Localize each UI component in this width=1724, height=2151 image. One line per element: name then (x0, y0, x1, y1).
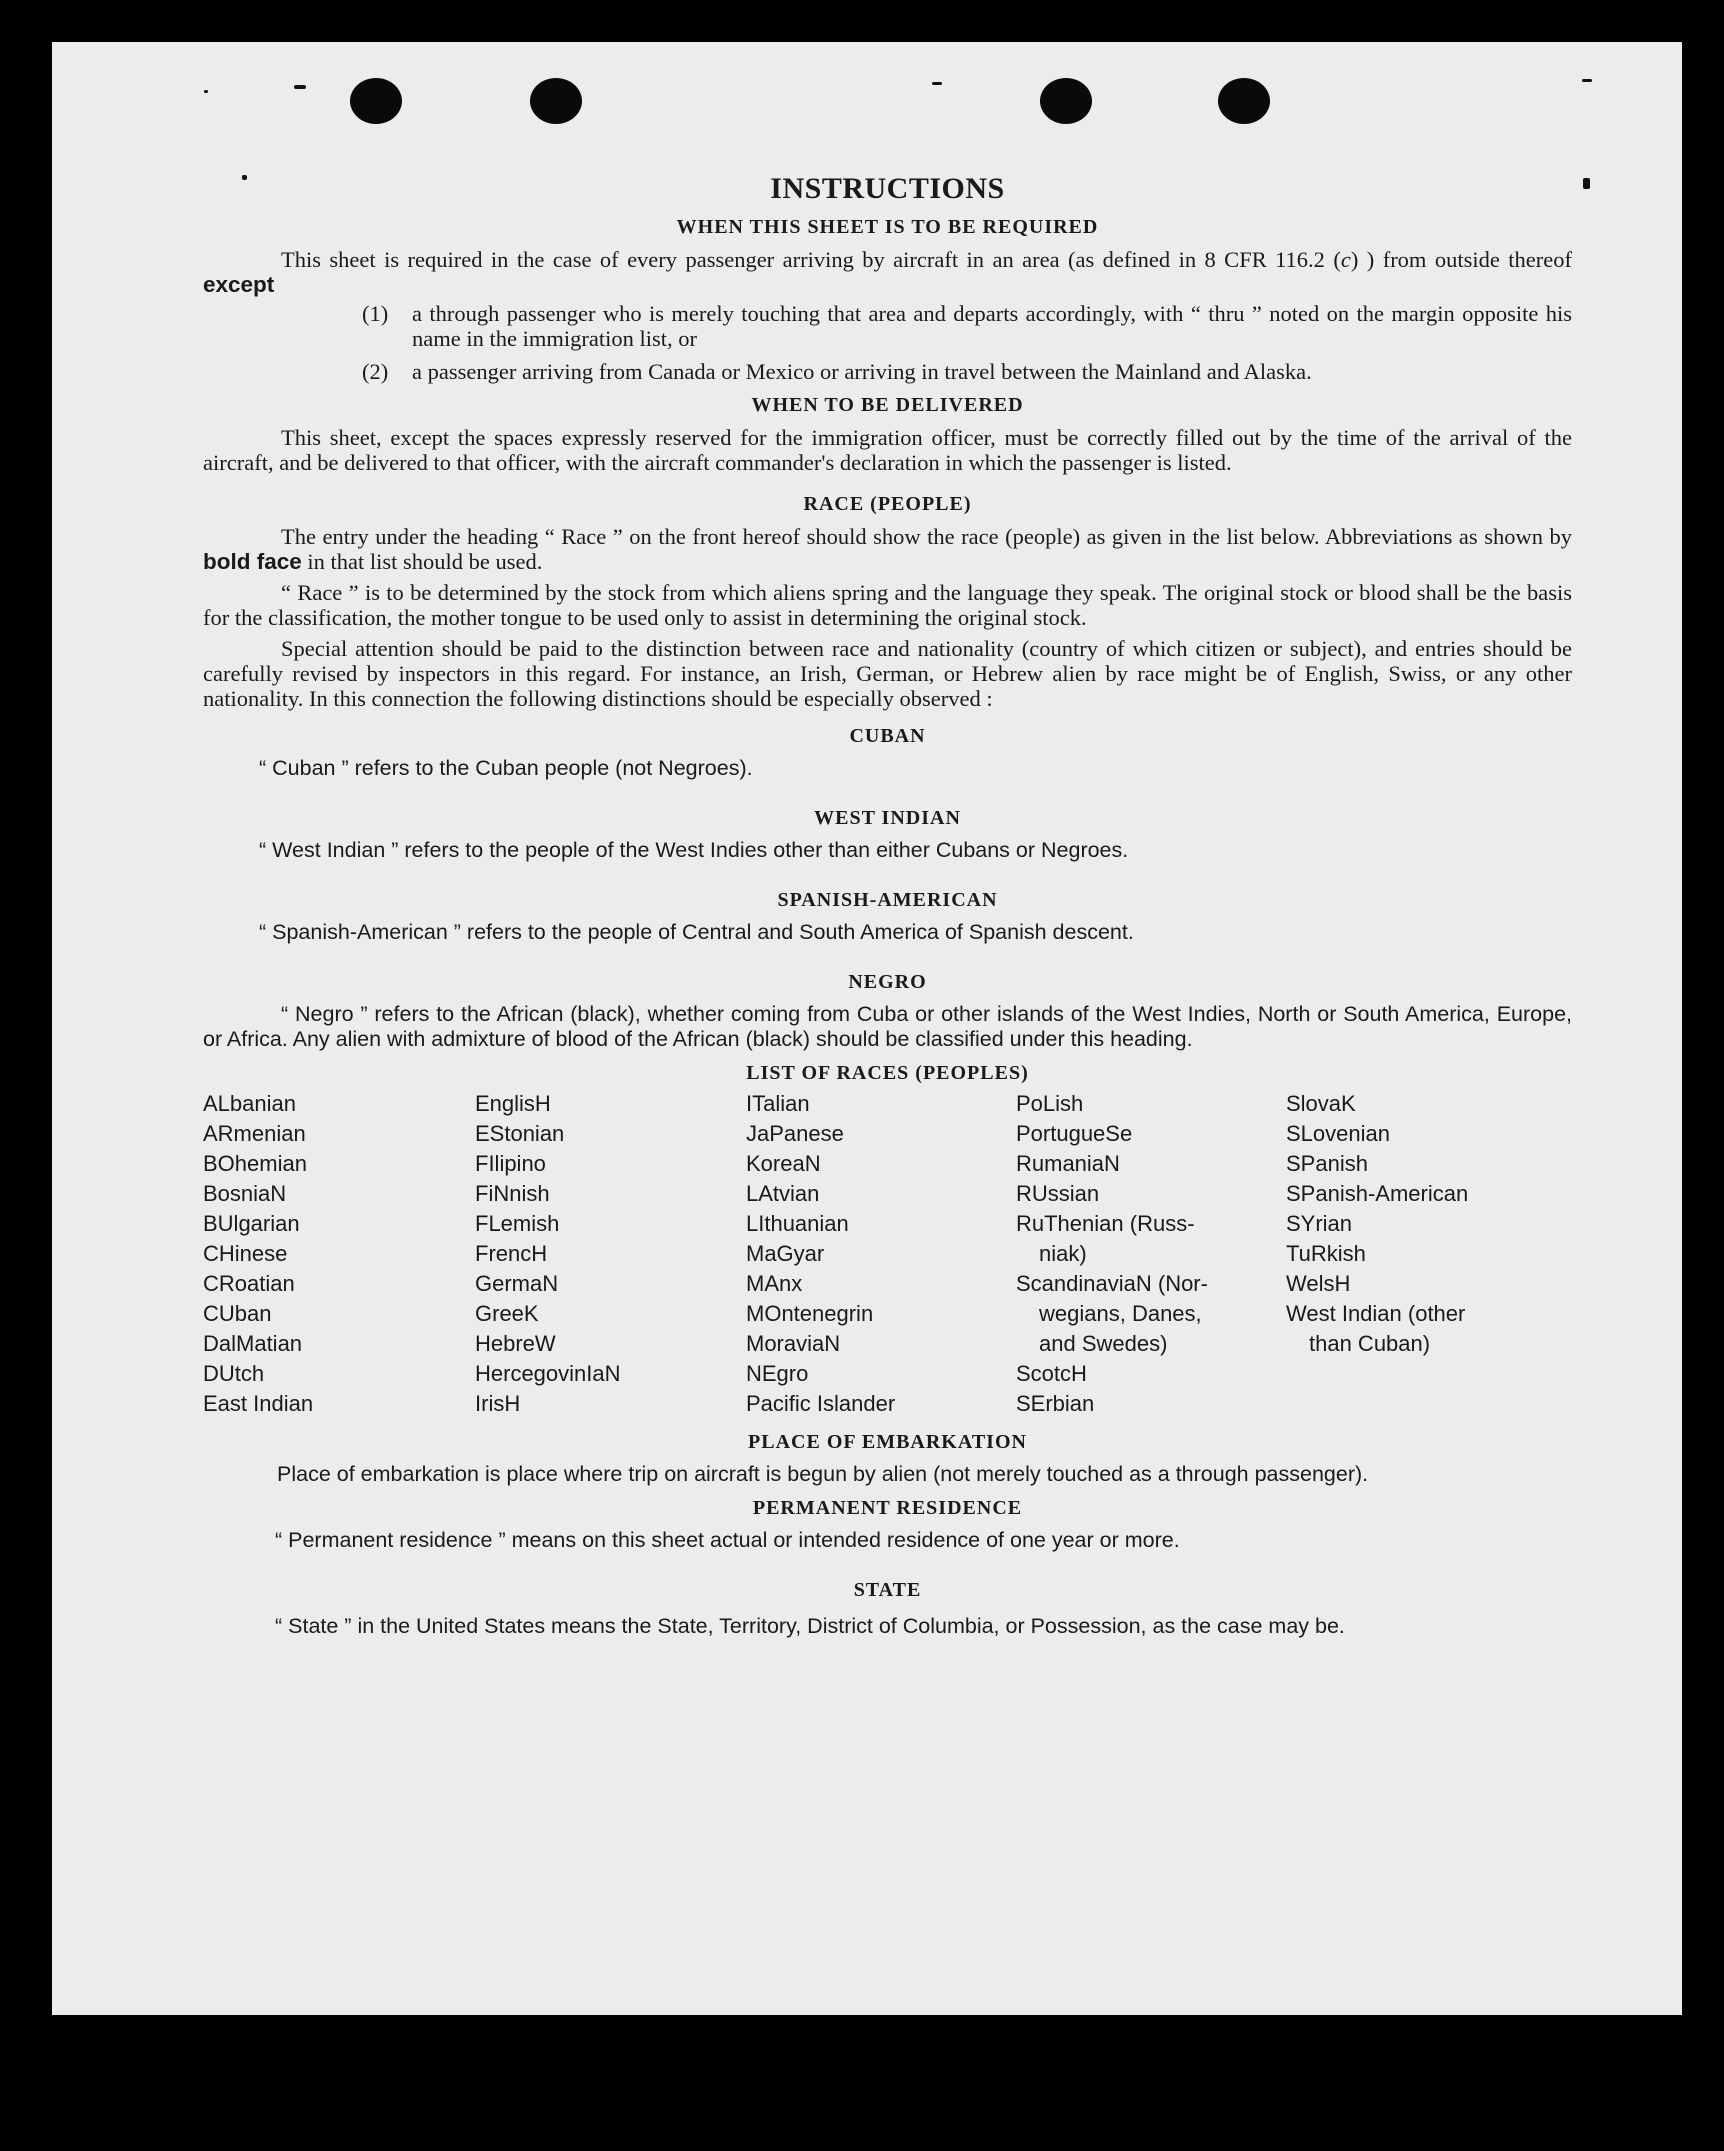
races-list (203, 1089, 1572, 1419)
races-column-1 (203, 1089, 475, 1419)
race-entry-continued: niak) (1039, 1241, 1087, 1266)
heading-cuban: CUBAN (849, 725, 926, 747)
race-entry: NEgro (746, 1361, 809, 1386)
race-entry: PoLish (1016, 1091, 1084, 1116)
race-entry: RumaniaN (1016, 1151, 1120, 1176)
document-page (52, 42, 1682, 2015)
race-entry: BUlgarian (203, 1211, 300, 1236)
race-entry: LIthuanian (746, 1211, 849, 1236)
intro-bold: except (203, 272, 275, 297)
exception-item-1 (362, 301, 1572, 351)
race-paragraph-1 (203, 524, 1572, 574)
race-entry: MOntenegrin (746, 1301, 874, 1326)
race-entry-continued: and Swedes) (1039, 1331, 1168, 1356)
speck-mark (1582, 79, 1592, 82)
heading-west-indian: WEST INDIAN (814, 807, 961, 829)
race-entry: PortugueSe (1016, 1121, 1133, 1146)
race-entry: RuThenian (Russ- (1016, 1211, 1195, 1236)
when-required-intro (203, 247, 1572, 297)
race-entry: BOhemian (203, 1151, 307, 1176)
race-entry: KoreaN (746, 1151, 821, 1176)
race-paragraph-2: “ Race ” is to be determined by the stock from which aliens spring and the language they speak. The original stock or blood shall be the basis for the classification, the mother tongue to be used only to assist in determining the original stock. (203, 580, 1572, 630)
exception-item-2 (362, 359, 1572, 384)
heading-state: STATE (853, 1579, 922, 1601)
heading-list-of-races: LIST OF RACES (PEOPLES) (746, 1062, 1029, 1084)
races-column-3 (746, 1089, 1016, 1419)
item-number: (1) (362, 301, 389, 326)
speck-mark (1583, 178, 1590, 189)
race-entry: MoraviaN (746, 1331, 841, 1356)
punch-hole (1218, 78, 1270, 124)
intro-italic: c (1340, 247, 1351, 272)
race-entry: ITalian (746, 1091, 810, 1116)
race-bold-text: bold face (203, 549, 302, 574)
race-entry: WelsH (1286, 1271, 1351, 1296)
race-entry: SYrian (1286, 1211, 1353, 1236)
speck-mark (204, 90, 208, 93)
race-entry: FiNnish (475, 1181, 550, 1206)
race-entry: BosniaN (203, 1181, 287, 1206)
race-entry: MaGyar (746, 1241, 825, 1266)
punch-hole (530, 78, 582, 124)
race-entry: IrisH (475, 1391, 521, 1416)
race-text: The entry under the heading “ Race ” on the front hereof should show the race (people) as given in the list below. Abbreviations as shown by (281, 524, 1572, 549)
race-entry: EStonian (475, 1121, 565, 1146)
race-entry: CUban (203, 1301, 272, 1326)
race-entry-continued: than Cuban) (1309, 1331, 1431, 1356)
race-entry: West Indian (other (1286, 1301, 1466, 1326)
speck-mark (932, 82, 942, 85)
race-entry: ARmenian (203, 1121, 306, 1146)
item-number: (2) (362, 359, 389, 384)
heading-spanish-american: SPANISH-AMERICAN (777, 889, 998, 911)
permanent-residence-text: “ Permanent residence ” means on this sheet actual or intended residence of one year or more. (275, 1528, 1180, 1552)
race-entry: SPanish (1286, 1151, 1368, 1176)
race-entry: HebreW (475, 1331, 556, 1356)
races-column-4 (1016, 1089, 1286, 1419)
race-entry: ScandinaviaN (Nor- (1016, 1271, 1208, 1296)
heading-when-required: WHEN THIS SHEET IS TO BE REQUIRED (676, 216, 1099, 238)
intro-text: This sheet is required in the case of every passenger arriving by aircraft in an area (as defined in 8 CFR 116.2 ( (281, 247, 1341, 272)
negro-text: “ Negro ” refers to the African (black), whether coming from Cuba or other islands of the West Indies, North or South America, Europe, or Africa. Any alien with admixture of blood of the African (black) should be classified under this heading. (203, 1002, 1572, 1051)
race-entry: MAnx (746, 1271, 803, 1296)
intro-text-2: ) ) from outside thereof (1350, 247, 1572, 272)
race-entry: JaPanese (746, 1121, 844, 1146)
races-column-2 (475, 1089, 746, 1419)
heading-place-of-embarkation: PLACE OF EMBARKATION (748, 1431, 1027, 1453)
race-entry: RUssian (1016, 1181, 1100, 1206)
race-entry: East Indian (203, 1391, 314, 1416)
when-delivered-text: This sheet, except the spaces expressly reserved for the immigration officer, must be correctly filled out by the time of the arrival of the aircraft, and be delivered to that officer, with the aircraft commander's declaration in which the passenger is listed. (203, 425, 1572, 475)
race-paragraph-3: Special attention should be paid to the distinction between race and nationality (country of which citizen or subject), and entries should be carefully revised by inspectors in this regard. For instance, an Irish, German, or Hebrew alien by race might be of English, Swiss, or any other nationality. In this connection the following distinctions should be especially observed : (203, 636, 1572, 711)
race-entry: GreeK (475, 1301, 539, 1326)
item-text: a passenger arriving from Canada or Mexico or arriving in travel between the Mainland and Alaska. (412, 359, 1312, 384)
state-text: “ State ” in the United States means the State, Territory, District of Columbia, or Possession, as the case may be. (275, 1614, 1345, 1638)
heading-negro: NEGRO (848, 971, 927, 993)
place-of-embarkation-text: Place of embarkation is place where trip on aircraft is begun by alien (not merely touched as a through passenger). (277, 1462, 1369, 1486)
heading-race: RACE (PEOPLE) (803, 493, 972, 515)
cuban-text: “ Cuban ” refers to the Cuban people (not Negroes). (259, 756, 753, 780)
race-entry: TuRkish (1286, 1241, 1366, 1266)
punch-hole (1040, 78, 1092, 124)
west-indian-text: “ West Indian ” refers to the people of the West Indies other than either Cubans or Negroes. (259, 838, 1129, 862)
instructions-content (203, 172, 1572, 1642)
race-entry: CRoatian (203, 1271, 295, 1296)
heading-when-delivered: WHEN TO BE DELIVERED (751, 394, 1024, 416)
speck-mark (294, 85, 306, 89)
race-entry: FIlipino (475, 1151, 546, 1176)
race-entry: SErbian (1016, 1391, 1095, 1416)
race-entry-continued: wegians, Danes, (1039, 1301, 1202, 1326)
race-entry: FrencH (475, 1241, 548, 1266)
race-entry: SlovaK (1286, 1091, 1356, 1116)
race-entry: SLovenian (1286, 1121, 1390, 1146)
race-entry: ALbanian (203, 1091, 296, 1116)
race-entry: SPanish-American (1286, 1181, 1469, 1206)
race-entry: LAtvian (746, 1181, 820, 1206)
item-text: a through passenger who is merely touching that area and departs accordingly, with “ thru ” noted on the margin opposite his name in the immigration list, or (412, 301, 1572, 351)
race-entry: HercegovinIaN (475, 1361, 621, 1386)
race-entry: DUtch (203, 1361, 265, 1386)
race-text-2: in that list should be used. (301, 549, 543, 574)
heading-permanent-residence: PERMANENT RESIDENCE (752, 1497, 1023, 1519)
race-entry: ScotcH (1016, 1361, 1087, 1386)
punch-hole (350, 78, 402, 124)
race-entry: CHinese (203, 1241, 288, 1266)
races-column-5 (1286, 1089, 1566, 1419)
race-entry: DalMatian (203, 1331, 303, 1356)
race-entry: GermaN (475, 1271, 559, 1296)
race-entry: EnglisH (475, 1091, 551, 1116)
spanish-american-text: “ Spanish-American ” refers to the people of Central and South America of Spanish descent. (259, 920, 1134, 944)
page-title: INSTRUCTIONS (770, 172, 1005, 205)
race-entry: Pacific Islander (746, 1391, 896, 1416)
race-entry: FLemish (475, 1211, 560, 1236)
